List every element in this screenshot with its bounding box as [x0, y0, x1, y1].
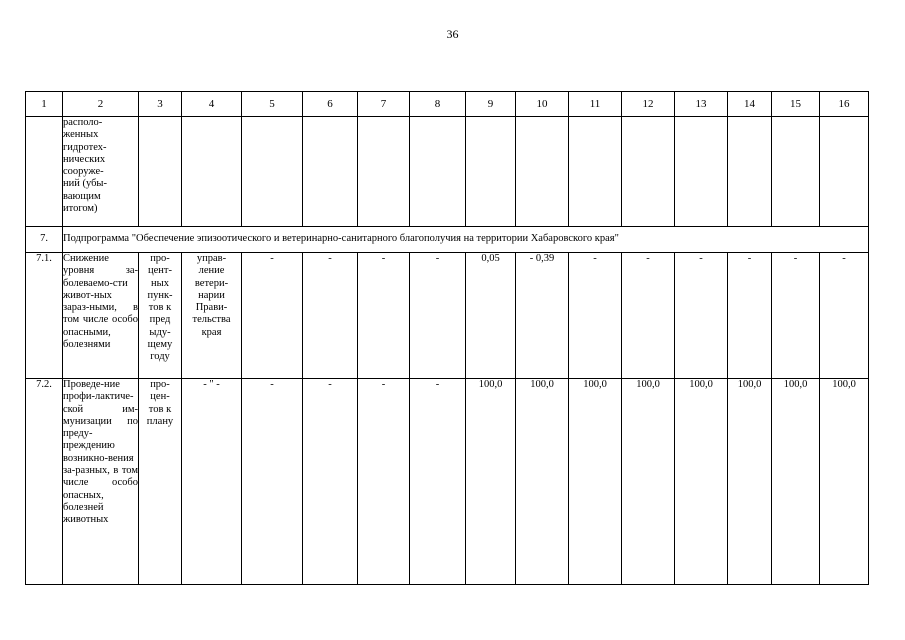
column-header: 1 [26, 92, 63, 117]
column-header: 8 [410, 92, 466, 117]
value-cell [728, 117, 772, 227]
indicator-name: располо- женных гидротех- нических сооруже- ний (убы- вающим итогом) [63, 117, 139, 227]
value-cell: 100,0 [675, 379, 728, 585]
executor-cell: управ- ление ветери- нарии Прави- тельства края [182, 253, 242, 379]
value-cell [820, 117, 869, 227]
value-cell: 100,0 [622, 379, 675, 585]
value-cell [358, 117, 410, 227]
value-cell: - [820, 253, 869, 379]
subprogram-number: 7. [26, 227, 63, 253]
value-cell: - [358, 253, 410, 379]
value-cell: - [303, 253, 358, 379]
subprogram-row [26, 227, 869, 253]
header-row [26, 92, 869, 117]
page-number: 36 [446, 27, 459, 41]
column-header: 6 [303, 92, 358, 117]
unit-cell: про- цен- тов к плану [139, 379, 182, 585]
unit-cell: про- цент- ных пунк- тов к пред ыду- щему году [139, 253, 182, 379]
value-cell: - [358, 379, 410, 585]
value-cell: - [675, 253, 728, 379]
value-cell [772, 117, 820, 227]
table-row [26, 379, 869, 585]
value-cell: 100,0 [820, 379, 869, 585]
column-header: 2 [63, 92, 139, 117]
subprogram-title: Подпрограмма "Обеспечение эпизоотического и ветеринарно-санитарного благополучия на территории Хабаровского края" [63, 227, 869, 253]
value-cell: 100,0 [516, 379, 569, 585]
column-header: 13 [675, 92, 728, 117]
column-header: 9 [466, 92, 516, 117]
executor-cell [182, 117, 242, 227]
unit-cell [139, 117, 182, 227]
column-header: 5 [242, 92, 303, 117]
column-header: 11 [569, 92, 622, 117]
value-cell: - [242, 253, 303, 379]
column-header: 14 [728, 92, 772, 117]
value-cell: 100,0 [728, 379, 772, 585]
value-cell: 100,0 [569, 379, 622, 585]
value-cell: - [410, 253, 466, 379]
indicators-table [25, 91, 869, 585]
value-cell: - 0,39 [516, 253, 569, 379]
value-cell: - [569, 253, 622, 379]
column-header: 15 [772, 92, 820, 117]
value-cell: - [728, 253, 772, 379]
value-cell [516, 117, 569, 227]
value-cell: 100,0 [466, 379, 516, 585]
indicator-name: Проведе-ние профи-лактиче-ской им-мунизации по преду-преждению возникно-вения за-разных, в том числе особо опасных, болезней животных [63, 379, 139, 585]
value-cell [466, 117, 516, 227]
row-number-cell [26, 117, 63, 227]
value-cell: - [303, 379, 358, 585]
value-cell: - [410, 379, 466, 585]
value-cell [569, 117, 622, 227]
row-number: 7.2. [26, 379, 63, 585]
table-row [26, 117, 869, 227]
value-cell: - [772, 253, 820, 379]
executor-cell: - " - [182, 379, 242, 585]
column-header: 10 [516, 92, 569, 117]
column-header: 4 [182, 92, 242, 117]
value-cell: - [622, 253, 675, 379]
value-cell [410, 117, 466, 227]
value-cell: 0,05 [466, 253, 516, 379]
row-number: 7.1. [26, 253, 63, 379]
value-cell [675, 117, 728, 227]
table-row [26, 253, 869, 379]
value-cell [303, 117, 358, 227]
value-cell [242, 117, 303, 227]
value-cell: - [242, 379, 303, 585]
column-header: 3 [139, 92, 182, 117]
value-cell [622, 117, 675, 227]
indicator-name: Снижение уровня за-болеваемо-сти живот-ных зараз-ными, в том числе особо опасными, болезнями [63, 253, 139, 379]
column-header: 12 [622, 92, 675, 117]
column-header: 16 [820, 92, 869, 117]
value-cell: 100,0 [772, 379, 820, 585]
column-header: 7 [358, 92, 410, 117]
